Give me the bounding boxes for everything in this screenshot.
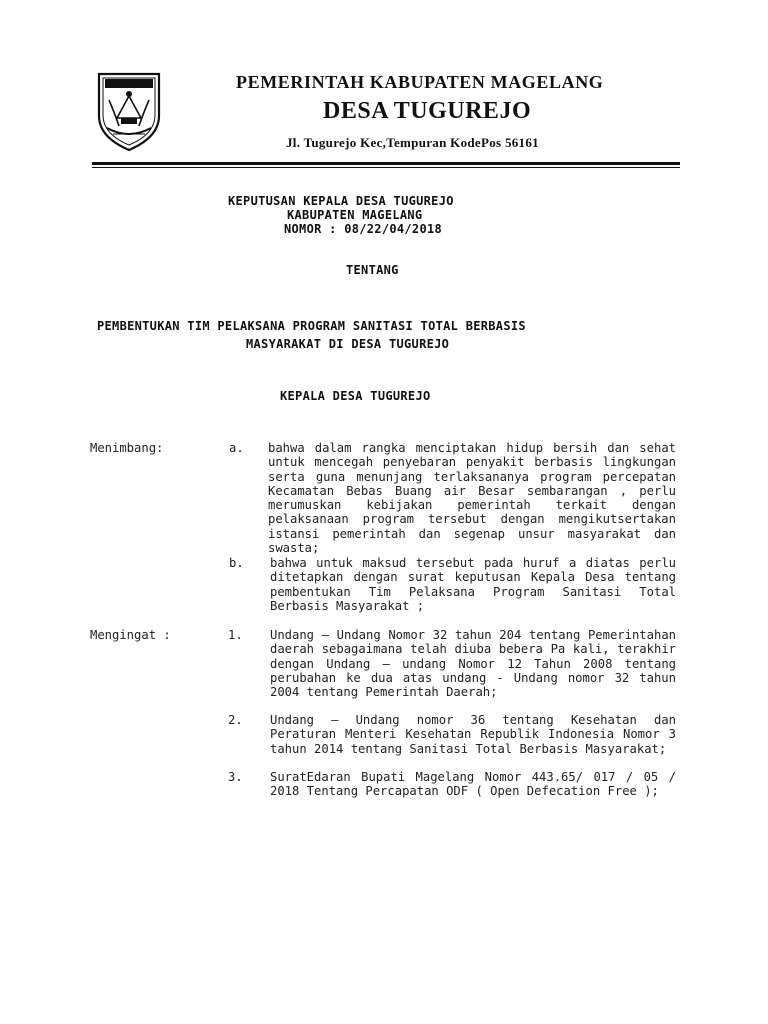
- remembering-item-text: Undang – Undang Nomor 32 tahun 204 tentang Pemerintahan daerah sebagaimana telah diuba bebera Pa kali, terakhir dengan Undang – undang Nomor 12 Tahun 2008 tentang perubahan ke dua atas undang - Undang nomor 32 tahun 2004 tentang Pemerintah Daerah;: [270, 628, 676, 700]
- remembering-item-text: SuratEdaran Bupati Magelang Nomor 443.65/ 017 / 05 / 2018 Tentang Percapatan ODF ( Open Defecation Free );: [270, 770, 676, 799]
- decree-about: TENTANG: [346, 263, 399, 277]
- letterhead-rule-thin: [92, 167, 680, 168]
- letterhead-address: Jl. Tugurejo Kec,Tempuran KodePos 56161: [286, 135, 539, 150]
- decree-subject-line2: MASYARAKAT DI DESA TUGUREJO: [246, 337, 450, 351]
- considering-label: Menimbang:: [90, 441, 164, 455]
- regency-logo: [95, 70, 163, 152]
- decree-issuer: KEPALA DESA TUGUREJO: [280, 389, 431, 403]
- decree-number: NOMOR : 08/22/04/2018: [284, 222, 443, 236]
- decree-title: KEPUTUSAN KEPALA DESA TUGUREJO: [228, 194, 454, 208]
- letterhead-institution: PEMERINTAH KABUPATEN MAGELANG: [236, 72, 604, 92]
- considering-item-text: bahwa untuk maksud tersebut pada huruf a diatas perlu ditetapkan dengan surat keputusan Kepala Desa tentang pembentukan Tim Pelaksana Program Sanitasi Total Berbasis Masyarakat ;: [270, 556, 676, 613]
- considering-item-marker: a.: [229, 441, 244, 455]
- considering-item-text: bahwa dalam rangka menciptakan hidup bersih dan sehat untuk mencegah penyebaran penyakit berbasis lingkungan serta guna menunjang terlaksananya program percepatan Kecamatan Bebas Buang air Besar sembarangan , perlu merumuskan kebijakan pemerintah terkait dengan pelaksanaan program tersebut dengan mengikutsertakan istansi pemerintah dan segenap unsur masyarakat dan swasta;: [268, 441, 676, 556]
- remembering-item-marker: 3.: [228, 770, 243, 784]
- decree-regency: KABUPATEN MAGELANG: [287, 208, 423, 222]
- remembering-item-text: Undang – Undang nomor 36 tentang Kesehatan dan Peraturan Menteri Kesehatan Republik Indonesia Nomor 3 tahun 2014 tentang Sanitasi Total Berbasis Masyarakat;: [270, 713, 676, 756]
- remembering-item-marker: 2.: [228, 713, 243, 727]
- letterhead-village: DESA TUGUREJO: [323, 98, 532, 124]
- letterhead-rule-thick: [92, 162, 680, 165]
- decree-subject-line1: PEMBENTUKAN TIM PELAKSANA PROGRAM SANITASI TOTAL BERBASIS: [97, 319, 526, 333]
- considering-item-marker: b.: [229, 556, 244, 570]
- remembering-item-marker: 1.: [228, 628, 243, 642]
- remembering-label: Mengingat :: [90, 628, 171, 642]
